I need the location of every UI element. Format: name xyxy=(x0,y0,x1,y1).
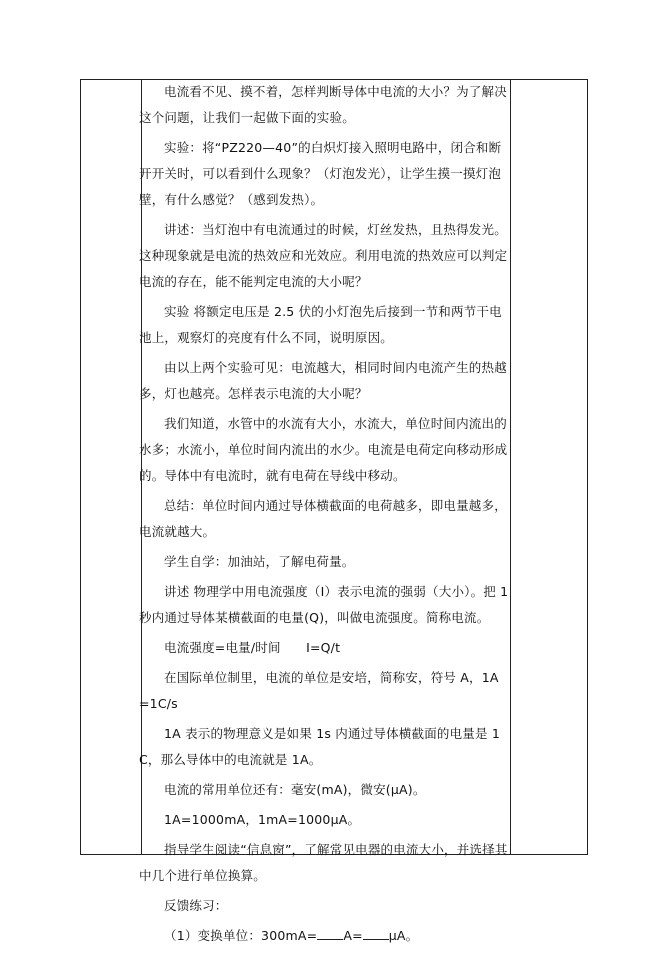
paragraph-unit-conversion: 1A=1000mA，1mA=1000μA。 xyxy=(164,812,361,827)
exercise-mid: A= xyxy=(343,928,363,943)
paragraph-definition: 讲述 物理学中用电流强度（I）表示电流的强弱（大小）。把 1 秒内通过导体某横截面的电量(Q)，叫做电流强度。简称电流。 xyxy=(139,584,509,625)
paragraph-si-unit: 在国际单位制里，电流的单位是安培，简称安，符号 A，1A =1C/s xyxy=(139,670,499,711)
table-right-column-divider xyxy=(510,80,511,854)
paragraph-water-analogy: 我们知道，水管中的水流有大小，水流大，单位时间内流出的水多；水流小，单位时间内流出的水少。电流是电荷定向移动形成的。导体中有电流时，就有电荷在导线中移动。 xyxy=(139,416,508,483)
paragraph-intro: 电流看不见、摸不着，怎样判断导体中电流的大小？为了解决这个问题，让我们一起做下面的实验。 xyxy=(139,84,507,125)
paragraph-formula: 电流强度=电量/时间 I=Q/t xyxy=(164,640,341,655)
answer-blank-2 xyxy=(363,927,389,940)
paragraph-conclusion: 由以上两个实验可见：电流越大，相同时间内电流产生的热越多，灯也越亮。怎样表示电流的大小呢？ xyxy=(139,360,507,401)
answer-blank-1 xyxy=(317,927,343,940)
exercise-suffix: μA。 xyxy=(388,928,419,943)
lesson-content-cell xyxy=(139,79,509,953)
paragraph-summary: 总结：单位时间内通过导体横截面的电荷越多，即电量越多，电流就越大。 xyxy=(139,498,507,539)
paragraph-experiment-2: 实验 将额定电压是 2.5 伏的小灯泡先后接到一节和两节干电池上，观察灯的亮度有什么不同，说明原因。 xyxy=(139,304,502,345)
exercise-1 xyxy=(139,923,509,949)
paragraph-feedback: 反馈练习： xyxy=(164,898,228,913)
paragraph-explain-heat: 讲述：当灯泡中有电流通过的时候，灯丝发热，且热得发光。这种现象就是电流的热效应和光效应。利用电流的热效应可以判定电流的存在，能不能判定电流的大小呢？ xyxy=(139,222,508,289)
exercise-prefix: （1）变换单位：300mA= xyxy=(164,928,318,943)
paragraph-reading-guide: 指导学生阅读“信息窗”，了解常见电器的电流大小，并选择其中几个进行单位换算。 xyxy=(139,842,508,883)
paragraph-common-units: 电流的常用单位还有：毫安(mA)，微安(μA)。 xyxy=(164,782,426,797)
paragraph-1a-meaning: 1A 表示的物理意义是如果 1s 内通过导体横截面的电量是 1C，那么导体中的电流就是 1A。 xyxy=(139,726,501,767)
paragraph-self-study: 学生自学：加油站，了解电荷量。 xyxy=(164,554,355,569)
paragraph-experiment-1: 实验：将“PZ220—40”的白炽灯接入照明电路中，闭合和断开开关时，可以看到什么现象？（灯泡发光），让学生摸一摸灯泡壁，有什么感觉？（感到发热）。 xyxy=(139,140,502,207)
